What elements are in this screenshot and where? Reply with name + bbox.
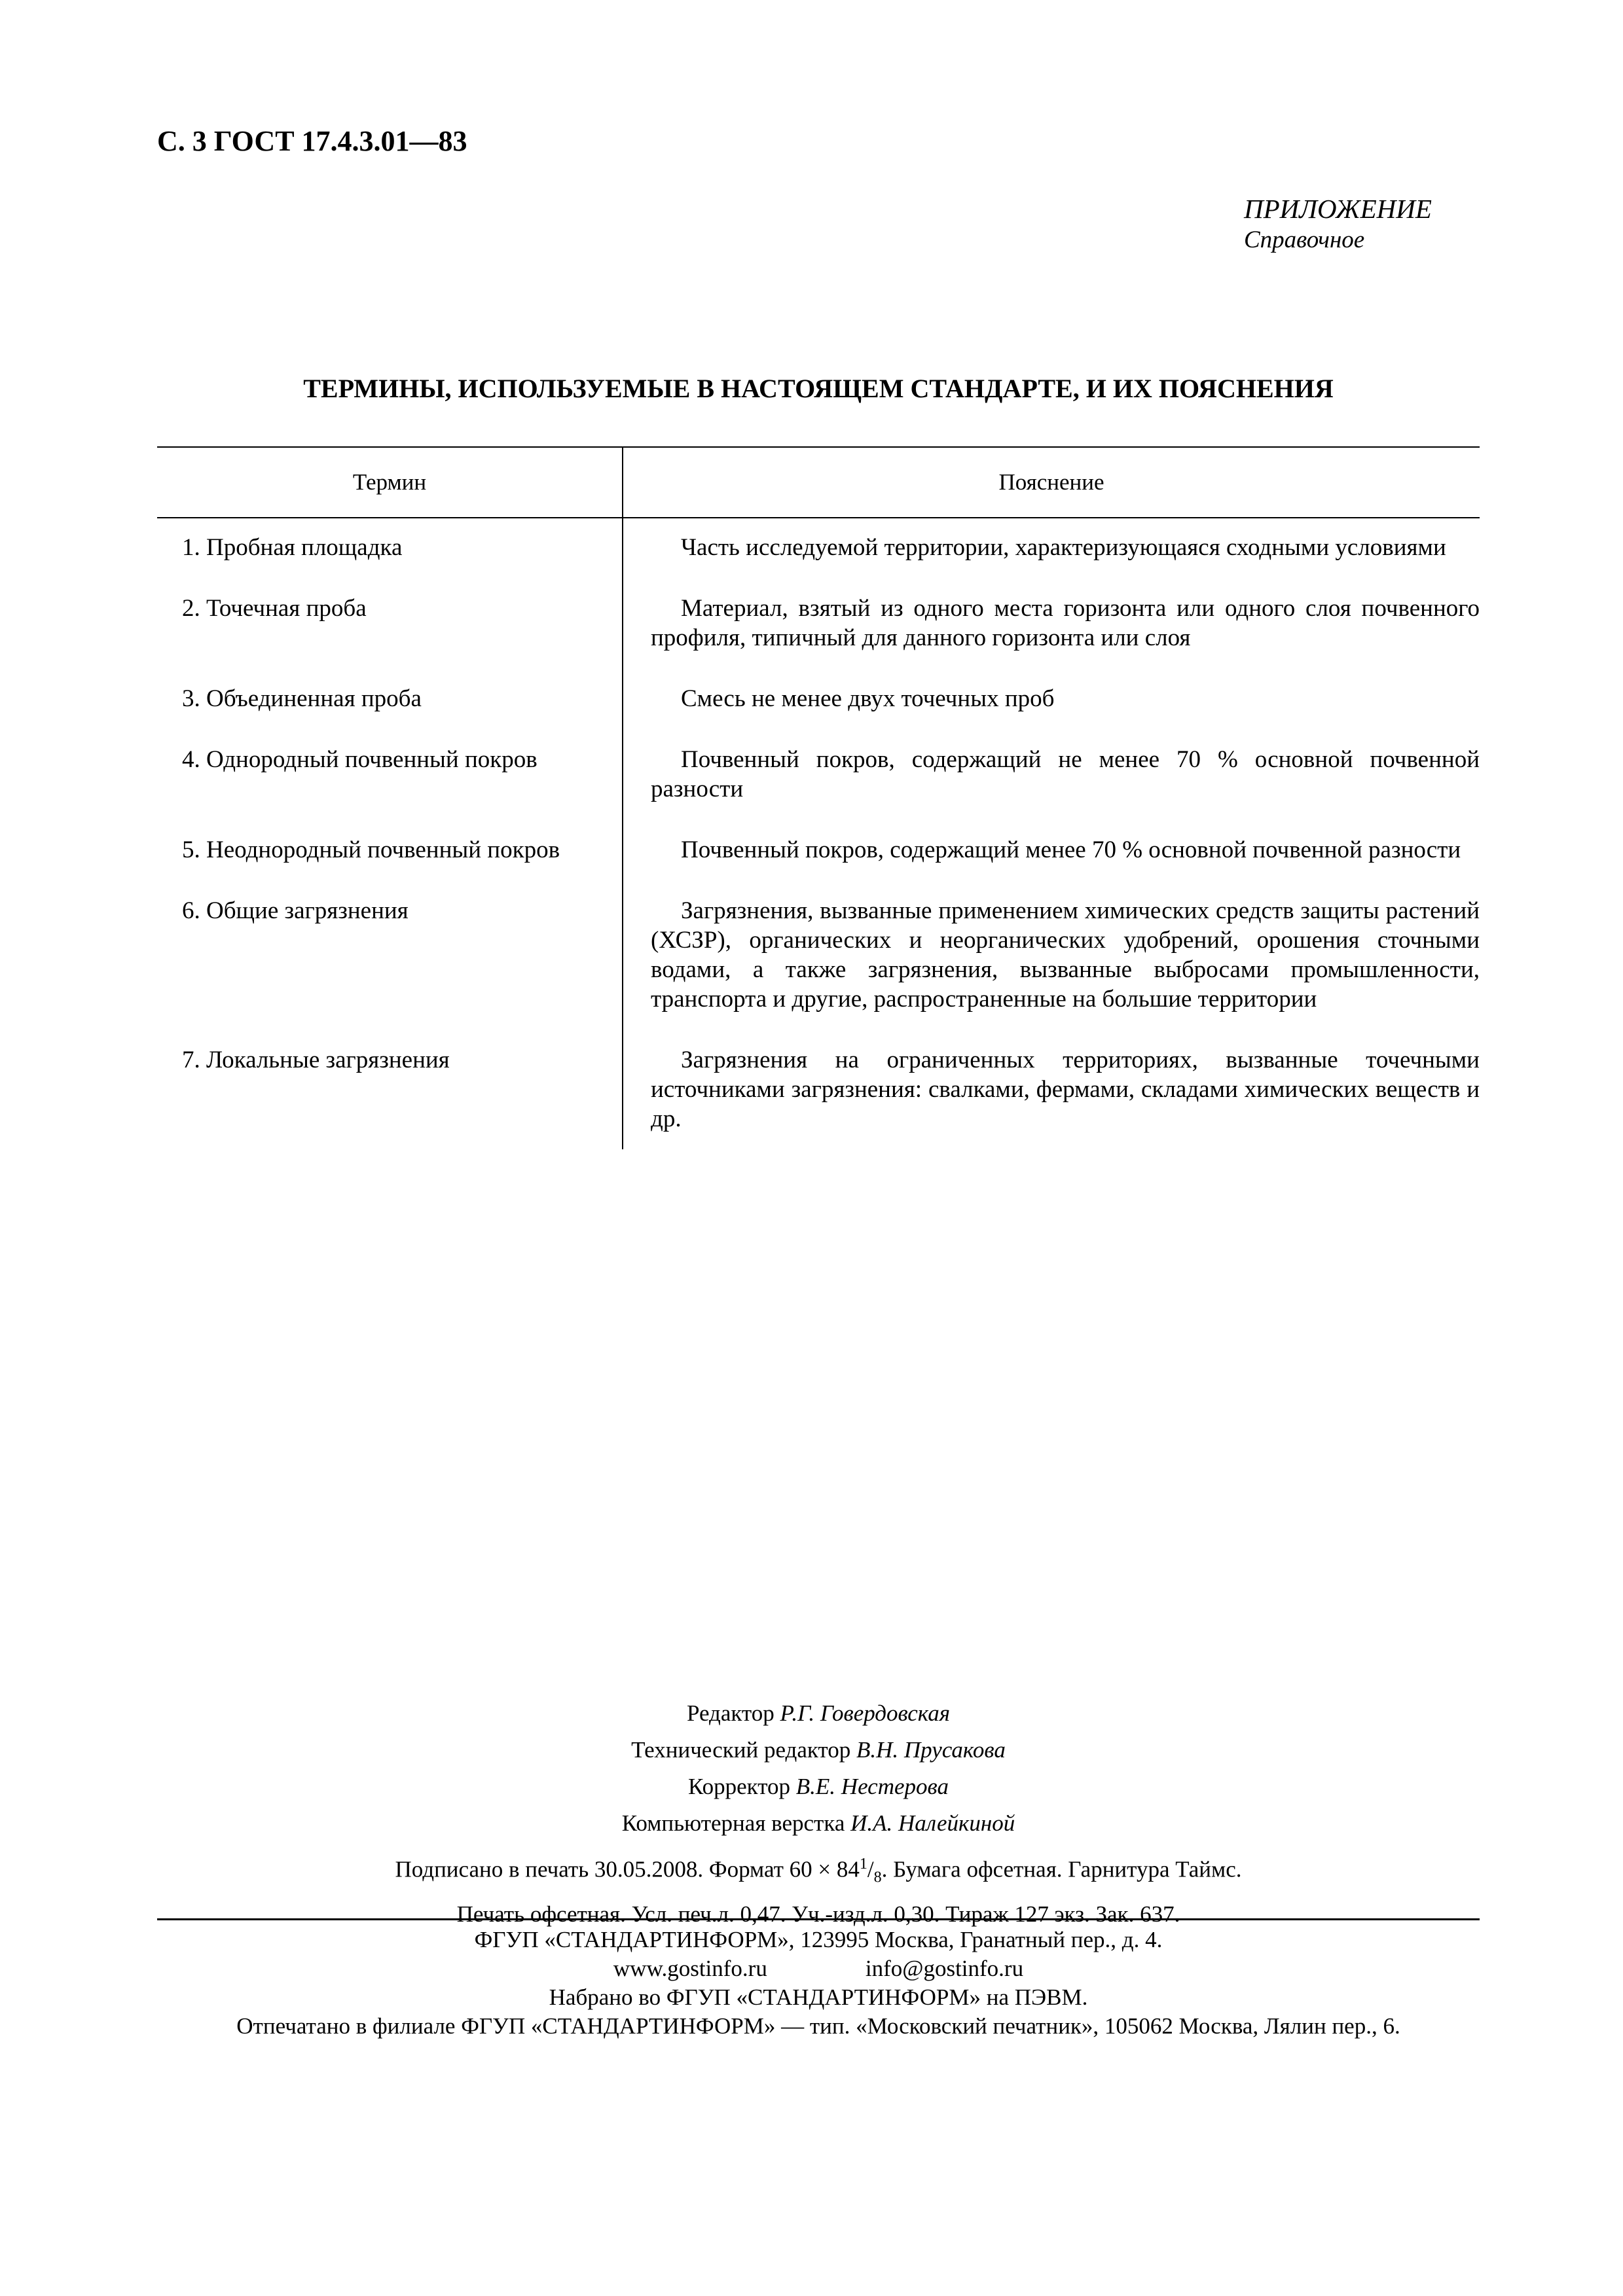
credit-role: Технический редактор	[631, 1737, 851, 1763]
credit-layout	[157, 1805, 1480, 1842]
print-paper-text: . Бумага офсетная. Гарнитура Таймс.	[881, 1856, 1242, 1882]
description-cell	[622, 581, 1480, 671]
table-row	[157, 883, 1480, 1032]
table-body	[157, 518, 1480, 1149]
page-number: С. 3 ГОСТ 17.4.3.01—83	[157, 125, 467, 157]
column-header-term: Термин	[352, 469, 427, 495]
table-row	[157, 822, 1480, 883]
term-cell: 6. Общие загрязнения	[182, 897, 409, 924]
description-text: Почвенный покров, содержащий менее 70 % основной почвенной разности	[681, 836, 1461, 863]
description-cell	[622, 883, 1480, 1032]
description-text: Загрязнения, вызванные применением химических средств защиты растений (ХСЗР), органических и неорганических удобрений, орошения сточными водами, а также загрязнения, вызванные выбросами промышленности, транспорта и другие, распространенные на большие территории	[651, 897, 1480, 1013]
publisher-address: ФГУП «СТАНДАРТИНФОРМ», 123995 Москва, Гранатный пер., д. 4.	[474, 1927, 1163, 1952]
term-cell: 7. Локальные загрязнения	[182, 1047, 450, 1073]
credit-person: Р.Г. Говердовская	[780, 1700, 951, 1726]
description-text: Смесь не менее двух точечных проб	[681, 685, 1055, 712]
credit-role: Компьютерная верстка	[621, 1810, 845, 1836]
print-info-line-2: Печать офсетная. Усл. печ.л. 0,47. Уч.-изд.л. 0,30. Тираж 127 экз. Зак. 637.	[456, 1901, 1180, 1927]
description-cell	[622, 1032, 1480, 1149]
annex-label	[1244, 193, 1480, 256]
publisher-contacts	[157, 1954, 1480, 1983]
publisher-email: info@gostinfo.ru	[865, 1956, 1024, 1981]
annex-type: Справочное	[1244, 226, 1365, 253]
print-info-line-1	[157, 1846, 1480, 1896]
credit-tech-editor	[157, 1732, 1480, 1768]
table-row	[157, 732, 1480, 822]
term-cell: 1. Пробная площадка	[182, 534, 403, 561]
format-fraction-denominator: 8	[873, 1869, 882, 1886]
print-format-text: Подписано в печать 30.05.2008. Формат 60 × 84	[395, 1856, 860, 1882]
typeset-note: Набрано во ФГУП «СТАНДАРТИНФОРМ» на ПЭВМ.	[549, 1984, 1088, 2010]
credit-role: Корректор	[688, 1774, 791, 1799]
term-cell: 5. Неоднородный почвенный покров	[182, 836, 560, 863]
column-header-description: Пояснение	[622, 448, 1480, 517]
description-text: Часть исследуемой территории, характеризующаяся сходными условиями	[681, 534, 1446, 561]
description-cell	[622, 671, 1480, 732]
term-cell: 4. Однородный почвенный покров	[182, 746, 538, 773]
page-title: ТЕРМИНЫ, ИСПОЛЬЗУЕМЫЕ В НАСТОЯЩЕМ СТАНДАРТЕ, И ИХ ПОЯСНЕНИЯ	[303, 374, 1334, 403]
description-cell	[622, 518, 1480, 581]
footer-divider	[157, 1918, 1480, 1920]
table-header	[157, 448, 1480, 518]
description-text: Загрязнения на ограниченных территориях, вызванные точечными источниками загрязнения: свалками, фермами, складами химических веществ и др.	[651, 1047, 1480, 1132]
term-cell: 3. Объединенная проба	[182, 685, 422, 712]
editorial-credits	[157, 1695, 1480, 1842]
credit-person: В.Е. Нестерова	[795, 1774, 949, 1799]
format-fraction-numerator: 1	[859, 1856, 867, 1873]
term-cell: 2. Точечная проба	[182, 595, 367, 622]
table-row	[157, 1032, 1480, 1149]
printed-note: Отпечатано в филиале ФГУП «СТАНДАРТИНФОРМ» — тип. «Московский печатник», 105062 Москва, Лялин пер., 6.	[236, 2013, 1400, 2039]
table-row	[157, 581, 1480, 671]
table-row	[157, 671, 1480, 732]
description-cell	[622, 822, 1480, 883]
credit-person: В.Н. Прусакова	[856, 1737, 1006, 1763]
credit-corrector	[157, 1768, 1480, 1805]
format-fraction-slash: /	[867, 1856, 874, 1882]
publisher-website: www.gostinfo.ru	[613, 1956, 767, 1981]
table-row	[157, 518, 1480, 581]
credit-person: И.А. Налейкиной	[850, 1810, 1015, 1836]
description-cell	[622, 732, 1480, 822]
publisher-info	[157, 1926, 1480, 2041]
description-text: Материал, взятый из одного места горизонта или одного слоя почвенного профиля, типичный для данного горизонта или слоя	[651, 595, 1480, 651]
credit-editor	[157, 1695, 1480, 1732]
annex-title: ПРИЛОЖЕНИЕ	[1244, 194, 1432, 224]
description-text: Почвенный покров, содержащий не менее 70 % основной почвенной разности	[651, 746, 1480, 802]
terms-table	[157, 446, 1480, 1149]
credit-role: Редактор	[686, 1700, 775, 1726]
